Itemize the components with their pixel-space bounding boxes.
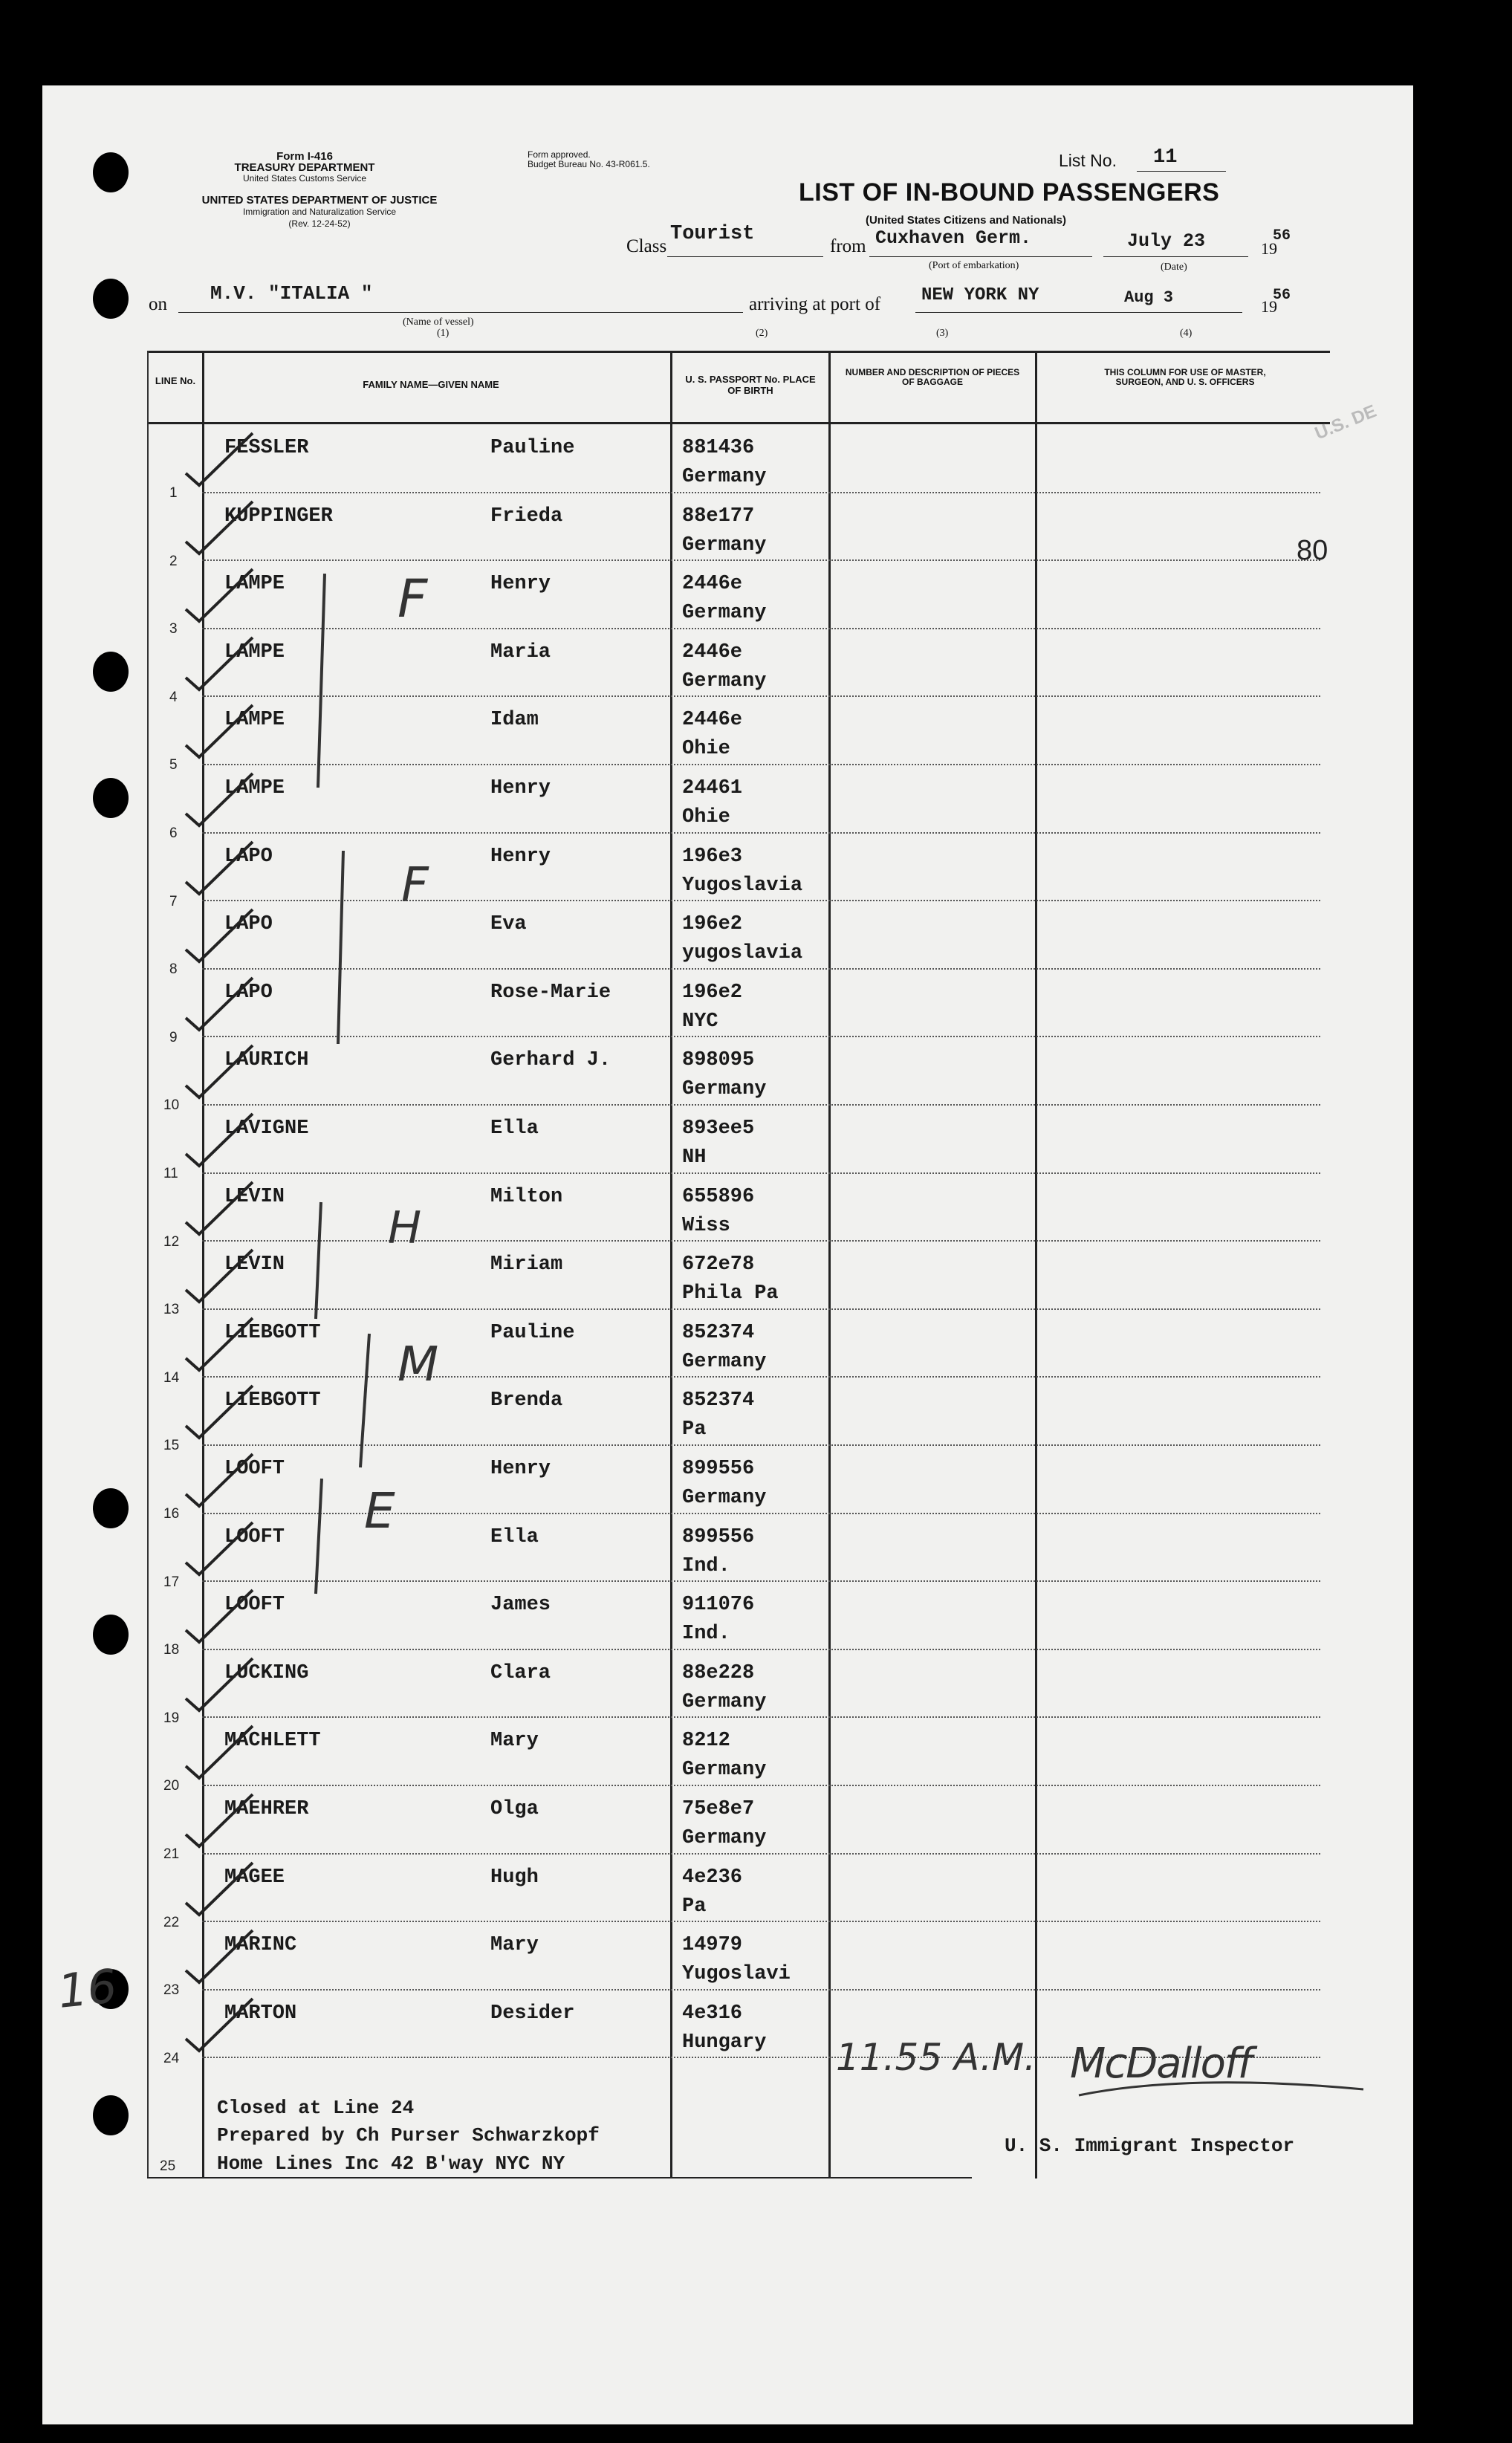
col-rule-name xyxy=(670,351,672,2178)
passport-number: 881436 xyxy=(682,437,755,459)
page-subtitle: (United States Citizens and Nationals) xyxy=(865,214,1067,227)
column-ref-1: (1) xyxy=(437,328,450,339)
row-separator xyxy=(202,1240,1320,1242)
given-name: Desider xyxy=(490,2002,575,2025)
line-number: 7 xyxy=(169,893,178,909)
row-separator xyxy=(202,1376,1320,1378)
family-name: LOOFT xyxy=(224,1594,285,1617)
place-of-birth: Germany xyxy=(682,1827,767,1849)
handwritten-code-e: E xyxy=(364,1482,395,1540)
family-name: LAPO xyxy=(224,845,273,868)
handwritten-code-h: H xyxy=(388,1202,422,1254)
family-name: MARINC xyxy=(224,1934,297,1957)
family-name: LUCKING xyxy=(224,1661,309,1684)
line-number-25: 25 xyxy=(160,2158,176,2174)
passport-number: 899556 xyxy=(682,1525,755,1548)
line-number: 14 xyxy=(163,1369,180,1386)
row-separator xyxy=(202,1580,1320,1582)
handwritten-code-m: M xyxy=(398,1337,439,1392)
class-label: Class xyxy=(626,236,667,256)
check-mark xyxy=(178,496,267,562)
family-name: LAURICH xyxy=(224,1049,309,1072)
arriving-label: arriving at port of xyxy=(749,294,881,314)
family-name: MACHLETT xyxy=(224,1730,321,1753)
row-separator xyxy=(202,968,1320,970)
revision-label: (Rev. 12-24-52) xyxy=(288,218,351,229)
place-of-birth: Hungary xyxy=(682,2031,767,2054)
vessel-name: M.V. "ITALIA " xyxy=(210,282,373,305)
check-mark xyxy=(178,1993,267,2060)
port-embark-caption: (Port of embarkation) xyxy=(929,260,1019,271)
year-1: 56 xyxy=(1273,227,1291,244)
passport-number: 196e3 xyxy=(682,845,743,868)
header-bottom-rule xyxy=(147,422,1330,424)
row-separator xyxy=(202,832,1320,834)
given-name: Pauline xyxy=(490,437,575,459)
passport-number: 899556 xyxy=(682,1458,755,1480)
place-of-birth: Yugoslavia xyxy=(682,874,803,897)
family-name: LAPO xyxy=(224,913,273,936)
approved-label: Form approved. xyxy=(528,149,591,160)
year-prefix-1: 19 xyxy=(1261,239,1277,258)
family-name: LEVIN xyxy=(224,1185,285,1208)
year-prefix-2: 19 xyxy=(1261,297,1277,316)
arrival-date: Aug 3 xyxy=(1124,288,1174,307)
check-mark xyxy=(178,1924,267,1991)
row-separator xyxy=(202,1649,1320,1650)
row-separator xyxy=(202,1785,1320,1786)
place-of-birth: Ind. xyxy=(682,1623,730,1646)
line-number: 20 xyxy=(163,1778,180,1794)
check-mark xyxy=(178,836,267,903)
passport-number: 88e228 xyxy=(682,1661,755,1684)
family-name: LAMPE xyxy=(224,640,285,664)
row-separator xyxy=(202,1308,1320,1310)
family-name: FESSLER xyxy=(224,437,309,459)
given-name: Frieda xyxy=(490,505,563,528)
family-name: LIEBGOTT xyxy=(224,1321,321,1344)
line-number: 2 xyxy=(169,553,178,569)
passport-number: 196e2 xyxy=(682,981,743,1004)
col-header-baggage: NUMBER AND DESCRIPTION OF PIECES OF BAGGAGE xyxy=(845,367,1020,387)
vessel-underline xyxy=(178,312,743,313)
check-mark xyxy=(178,1039,267,1106)
line-number: 9 xyxy=(169,1029,178,1045)
row-separator xyxy=(202,1921,1320,1922)
inspector-label: U. S. Immigrant Inspector xyxy=(1005,2135,1295,2157)
line-number: 4 xyxy=(169,689,178,705)
line-number: 16 xyxy=(163,1506,180,1522)
check-mark xyxy=(178,972,267,1039)
passport-number: 75e8e7 xyxy=(682,1798,755,1820)
row-separator xyxy=(202,764,1320,765)
given-name: Maria xyxy=(490,640,551,664)
check-mark xyxy=(178,699,267,766)
prepared-note: Prepared by Ch Purser Schwarzkopf xyxy=(217,2124,600,2147)
column-ref-3: (3) xyxy=(936,328,949,339)
given-name: Pauline xyxy=(490,1321,575,1344)
line-number: 8 xyxy=(169,961,178,978)
punch-hole xyxy=(93,152,129,192)
passport-number: 4e236 xyxy=(682,1866,743,1889)
line-number: 24 xyxy=(163,2050,180,2066)
row-separator xyxy=(202,628,1320,629)
customs-label: United States Customs Service xyxy=(242,173,367,184)
inspector-signature: McDalloff xyxy=(1070,2040,1251,2088)
list-no-underline xyxy=(1137,171,1226,172)
place-of-birth: Germany xyxy=(682,602,767,625)
punch-hole xyxy=(93,652,129,692)
place-of-birth: Ind. xyxy=(682,1554,730,1577)
passport-number: 4e316 xyxy=(682,2002,743,2025)
line-number: 19 xyxy=(163,1710,180,1726)
check-mark xyxy=(178,1108,267,1175)
line-number: 17 xyxy=(163,1574,180,1590)
justice-label: UNITED STATES DEPARTMENT OF JUSTICE xyxy=(201,194,438,207)
passport-number: 14979 xyxy=(682,1934,743,1957)
col-header-name: FAMILY NAME—GIVEN NAME xyxy=(363,379,499,390)
class-underline xyxy=(667,256,823,257)
margin-note: 80 xyxy=(1297,535,1328,566)
given-name: Idam xyxy=(490,709,539,732)
handwritten-code-f1: F xyxy=(398,568,428,629)
port-underline xyxy=(915,312,1242,313)
family-name: LAMPE xyxy=(224,709,285,732)
passport-number: 898095 xyxy=(682,1049,755,1072)
row-separator xyxy=(202,1989,1320,1991)
from-value: Cuxhaven Germ. xyxy=(875,227,1032,249)
given-name: Rose-Marie xyxy=(490,981,611,1004)
family-name: MAEHRER xyxy=(224,1798,309,1820)
place-of-birth: Pa xyxy=(682,1895,707,1918)
family-name: LAMPE xyxy=(224,573,285,596)
check-mark xyxy=(178,1448,267,1515)
check-mark xyxy=(178,427,267,494)
page-title: LIST OF IN-BOUND PASSENGERS xyxy=(799,178,1220,207)
year-2: 56 xyxy=(1273,287,1291,304)
line-number: 15 xyxy=(163,1438,180,1454)
handwritten-code-f2: F xyxy=(401,858,429,913)
place-of-birth: Ohie xyxy=(682,806,730,828)
punch-hole xyxy=(93,1488,129,1528)
given-name: Mary xyxy=(490,1934,539,1957)
check-mark xyxy=(178,1176,267,1243)
col-rule-passport xyxy=(828,351,831,2178)
place-of-birth: Germany xyxy=(682,1350,767,1373)
line-number: 12 xyxy=(163,1233,180,1250)
line-number: 6 xyxy=(169,825,178,841)
list-no-label: List No. xyxy=(1059,151,1117,170)
check-mark xyxy=(178,1788,267,1855)
family-name: MARTON xyxy=(224,2002,297,2025)
line-number: 21 xyxy=(163,1846,180,1862)
place-of-birth: Germany xyxy=(682,669,767,692)
check-mark xyxy=(178,1584,267,1651)
punch-hole xyxy=(93,778,129,818)
column-ref-2: (2) xyxy=(756,328,768,339)
place-of-birth: Phila Pa xyxy=(682,1282,779,1305)
row-separator xyxy=(202,900,1320,901)
place-of-birth: Ohie xyxy=(682,738,730,761)
family-name: LEVIN xyxy=(224,1253,285,1276)
given-name: Clara xyxy=(490,1661,551,1684)
passport-number: 655896 xyxy=(682,1185,755,1208)
row-separator xyxy=(202,695,1320,697)
check-mark xyxy=(178,632,267,698)
place-of-birth: NH xyxy=(682,1146,707,1169)
passport-number: 24461 xyxy=(682,777,743,799)
check-mark xyxy=(178,1312,267,1379)
family-name: MAGEE xyxy=(224,1866,285,1889)
row-separator xyxy=(202,1104,1320,1106)
passport-number: 672e78 xyxy=(682,1253,755,1276)
passport-number: 8212 xyxy=(682,1730,730,1753)
line-number: 3 xyxy=(169,621,178,637)
passport-number: 196e2 xyxy=(682,913,743,936)
col-header-officers: THIS COLUMN FOR USE OF MASTER, SURGEON, AND U. S. OFFICERS xyxy=(1104,367,1266,387)
family-name: KUPPINGER xyxy=(224,505,333,528)
row-separator xyxy=(202,492,1320,493)
col-header-line: LINE No. xyxy=(155,375,196,386)
given-name: James xyxy=(490,1594,551,1617)
line-number: 1 xyxy=(169,485,178,501)
place-of-birth: Germany xyxy=(682,1078,767,1101)
row-separator xyxy=(202,1853,1320,1855)
punch-hole xyxy=(93,1615,129,1655)
departure-date: July 23 xyxy=(1127,230,1206,252)
family-name: LAVIGNE xyxy=(224,1117,309,1140)
place-of-birth: Germany xyxy=(682,1487,767,1509)
given-name: Mary xyxy=(490,1730,539,1753)
line-number: 23 xyxy=(163,1982,180,1999)
place-of-birth: Germany xyxy=(682,1759,767,1782)
place-of-birth: Germany xyxy=(682,466,767,488)
table-left-rule xyxy=(147,351,149,2178)
side-mark: 16 xyxy=(55,1959,120,2019)
passport-number: 893ee5 xyxy=(682,1117,755,1140)
date-caption: (Date) xyxy=(1161,262,1187,273)
row-separator xyxy=(202,1172,1320,1174)
check-mark xyxy=(178,768,267,834)
check-mark xyxy=(178,1244,267,1311)
arrival-port: NEW YORK NY xyxy=(921,285,1039,305)
given-name: Olga xyxy=(490,1798,539,1820)
check-mark xyxy=(178,1652,267,1719)
given-name: Henry xyxy=(490,573,551,596)
passport-number: 852374 xyxy=(682,1321,755,1344)
check-mark xyxy=(178,1720,267,1787)
family-name: LAMPE xyxy=(224,777,285,799)
passport-number: 2446e xyxy=(682,640,743,664)
given-name: Ella xyxy=(490,1117,539,1140)
punch-hole xyxy=(93,2095,129,2135)
given-name: Hugh xyxy=(490,1866,539,1889)
place-of-birth: Germany xyxy=(682,533,767,557)
vessel-caption: (Name of vessel) xyxy=(403,317,474,328)
place-of-birth: Pa xyxy=(682,1418,707,1441)
given-name: Henry xyxy=(490,1458,551,1480)
line-number: 18 xyxy=(163,1642,180,1658)
family-name: LIEBGOTT xyxy=(224,1389,321,1412)
given-name: Eva xyxy=(490,913,527,936)
row-separator xyxy=(202,1036,1320,1037)
place-of-birth: Germany xyxy=(682,1690,767,1713)
family-name: LOOFT xyxy=(224,1458,285,1480)
passport-number: 852374 xyxy=(682,1389,755,1412)
place-of-birth: Yugoslavi xyxy=(682,1963,791,1986)
given-name: Henry xyxy=(490,845,551,868)
given-name: Miriam xyxy=(490,1253,563,1276)
on-label: on xyxy=(149,294,167,314)
form-number: Form I-416 xyxy=(276,150,333,163)
from-underline xyxy=(869,256,1092,257)
from-label: from xyxy=(830,236,866,256)
check-mark xyxy=(178,1857,267,1924)
given-name: Brenda xyxy=(490,1389,563,1412)
check-mark xyxy=(178,563,267,630)
given-name: Milton xyxy=(490,1185,563,1208)
passport-number: 88e177 xyxy=(682,505,755,528)
passport-number: 2446e xyxy=(682,573,743,596)
line-number: 11 xyxy=(163,1166,178,1181)
row-separator xyxy=(202,1444,1320,1446)
check-mark xyxy=(178,1380,267,1447)
family-name: LOOFT xyxy=(224,1525,285,1548)
closed-note: Closed at Line 24 xyxy=(217,2097,415,2119)
given-name: Gerhard J. xyxy=(490,1049,611,1072)
place-of-birth: Wiss xyxy=(682,1214,730,1237)
table-bottom-rule xyxy=(147,2177,972,2178)
table-top-rule xyxy=(147,351,1330,353)
class-value: Tourist xyxy=(670,223,755,245)
given-name: Ella xyxy=(490,1525,539,1548)
col-header-passport: U. S. PASSPORT No. PLACE OF BIRTH xyxy=(685,374,816,396)
row-separator xyxy=(202,1716,1320,1718)
date-underline xyxy=(1103,256,1248,257)
row-separator xyxy=(202,559,1320,561)
partial-stamp: U.S. DE xyxy=(1311,400,1380,444)
ins-label: Immigration and Naturalization Service xyxy=(242,207,397,217)
passport-number: 911076 xyxy=(682,1594,755,1617)
list-no-value: 11 xyxy=(1153,146,1178,169)
passport-number: 2446e xyxy=(682,709,743,732)
check-mark xyxy=(178,1516,267,1583)
treasury-label: TREASURY DEPARTMENT xyxy=(234,161,375,174)
place-of-birth: NYC xyxy=(682,1010,718,1033)
line-number: 5 xyxy=(169,757,178,773)
lines-note: Home Lines Inc 42 B'way NYC NY xyxy=(217,2152,565,2175)
line-number: 10 xyxy=(163,1097,180,1114)
family-name: LAPO xyxy=(224,981,273,1004)
punch-hole xyxy=(93,279,129,319)
budget-label: Budget Bureau No. 43-R061.5. xyxy=(528,159,650,169)
place-of-birth: yugoslavia xyxy=(682,942,803,965)
line-number: 22 xyxy=(163,1914,180,1930)
given-name: Henry xyxy=(490,777,551,799)
line-number: 13 xyxy=(163,1302,180,1318)
column-ref-4: (4) xyxy=(1180,328,1193,339)
col-rule-baggage xyxy=(1035,351,1037,2178)
check-mark xyxy=(178,903,267,970)
handwritten-time: 11.55 A.M. xyxy=(836,2036,1036,2079)
